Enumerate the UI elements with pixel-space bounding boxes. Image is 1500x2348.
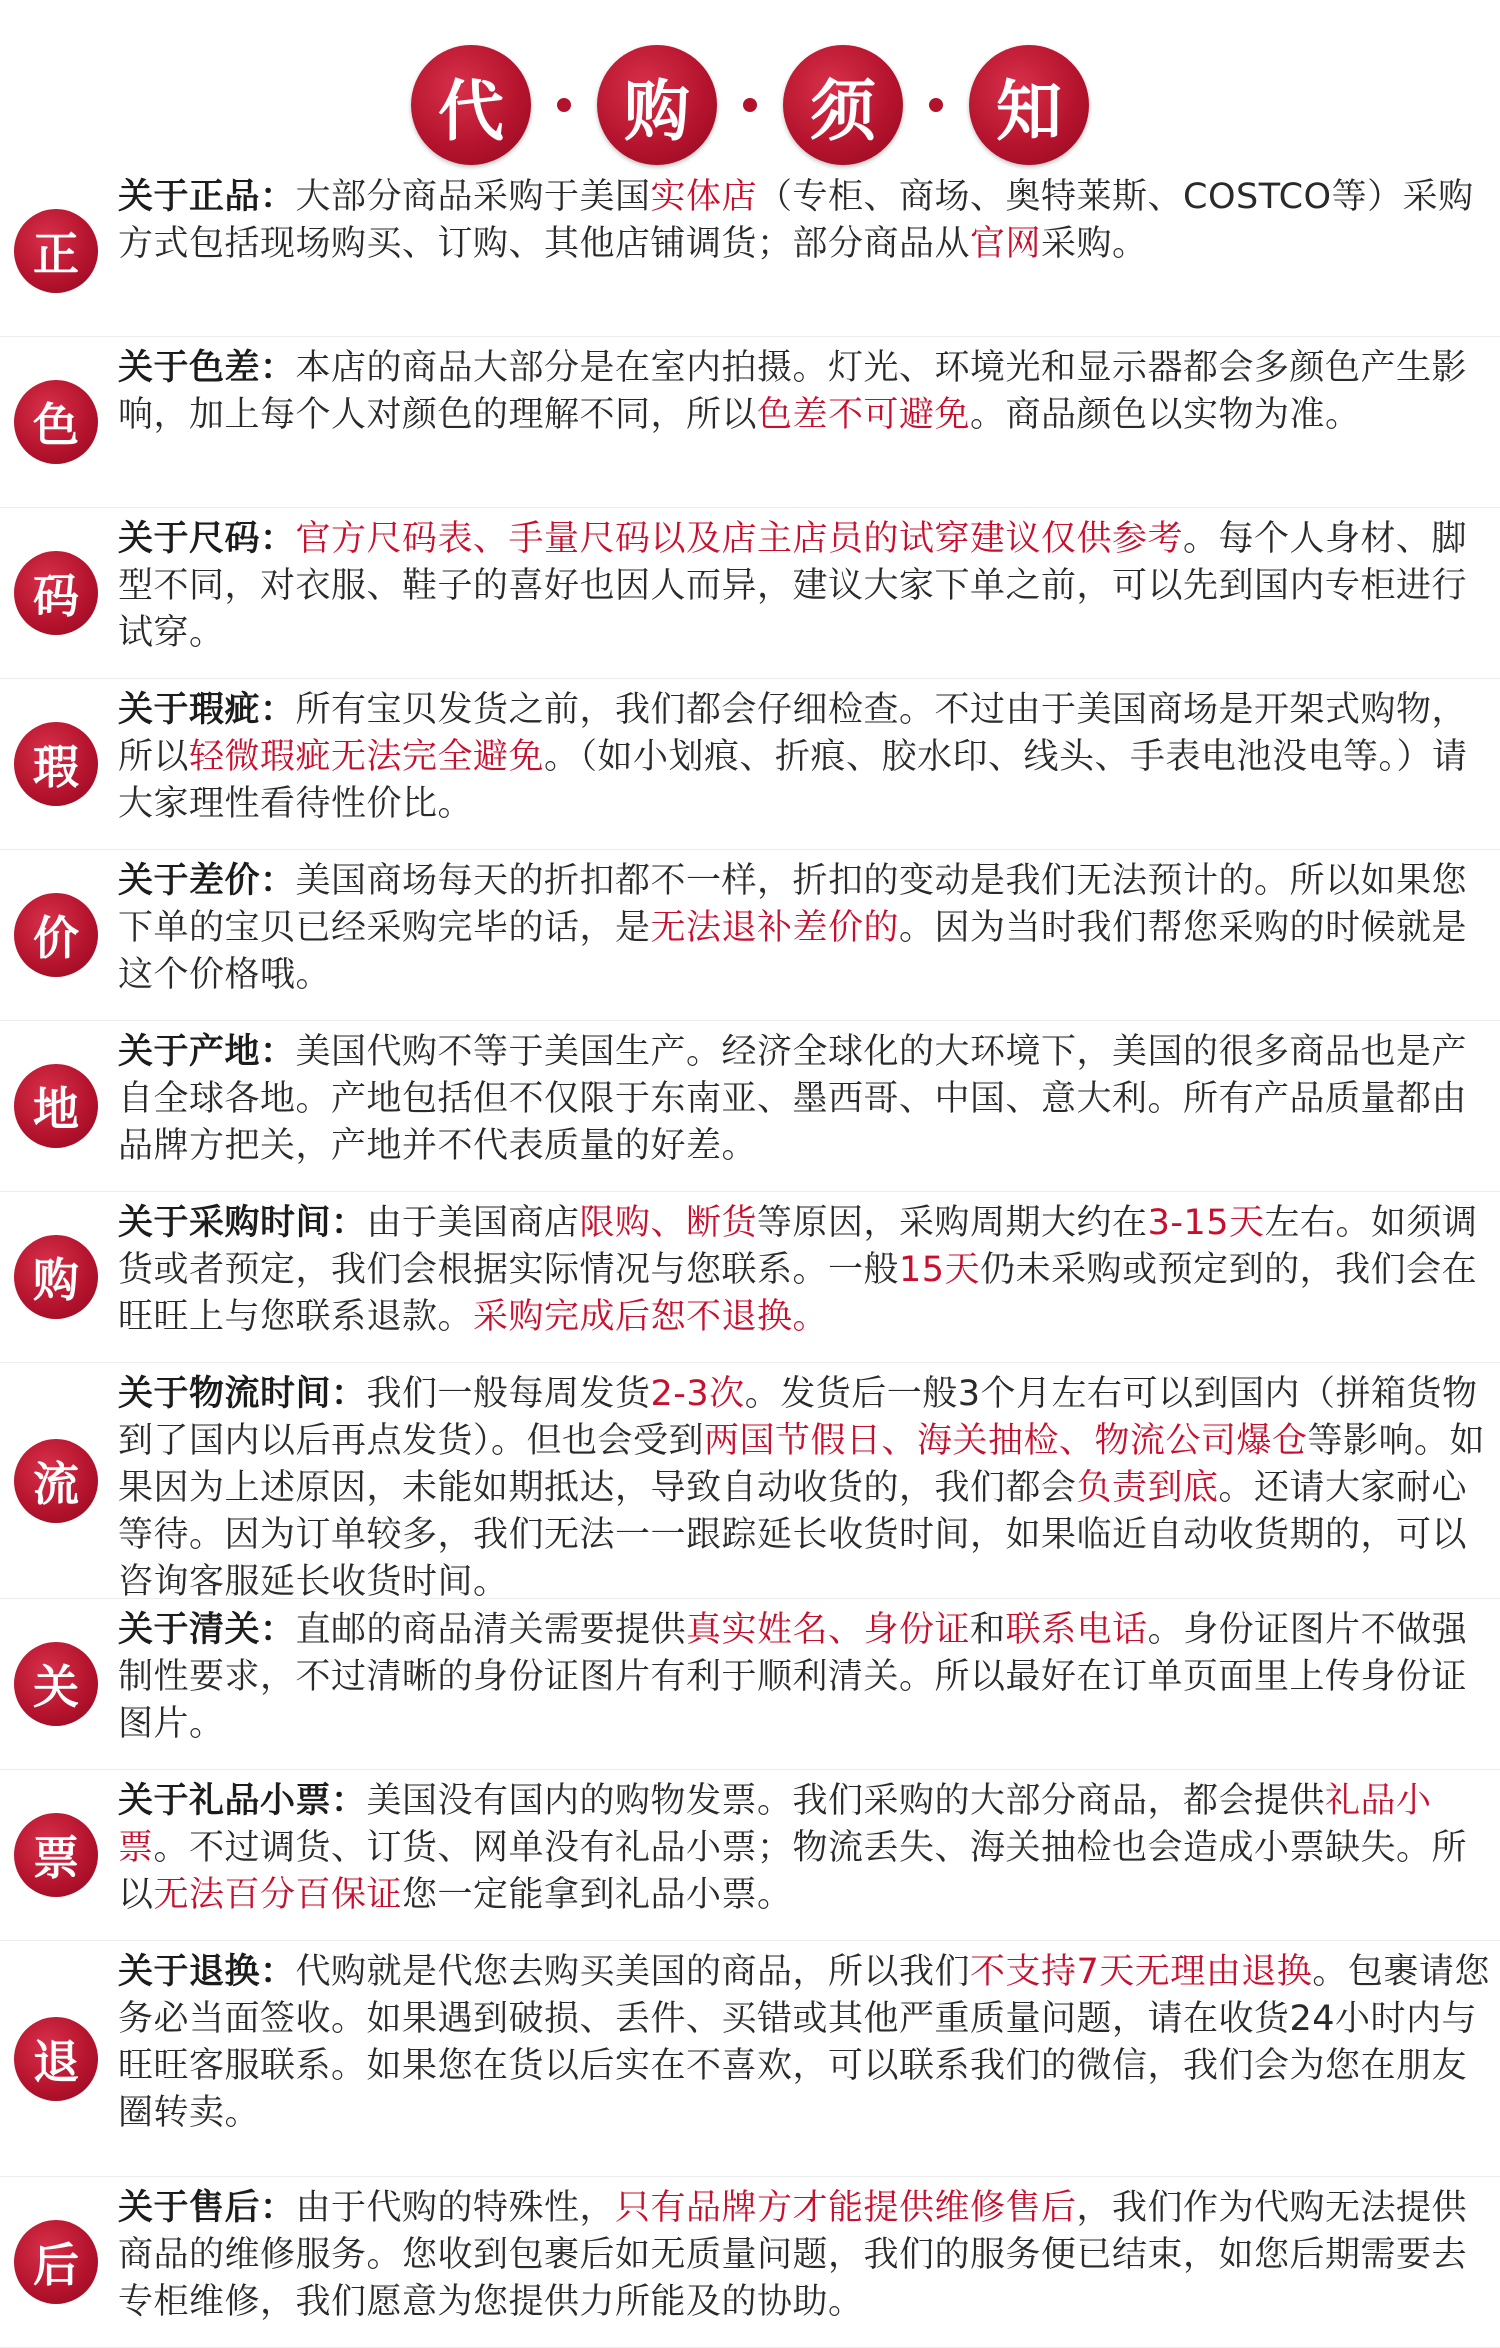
highlight-text: 礼品小票 (118, 1781, 1432, 1868)
section-heading: 关于差价： (118, 861, 296, 901)
notice-section (0, 1363, 1500, 1602)
section-badge: 购 (14, 1235, 98, 1319)
section-text (118, 174, 1490, 268)
section-text (118, 1029, 1490, 1170)
title-char: 购 (597, 45, 717, 165)
highlight-text: 限购、断货 (579, 1203, 758, 1243)
highlight-text: 不支持7天无理由退换 (970, 1952, 1313, 1992)
body-text: 所有宝贝发货之前，我们都会仔细检查。不过由于美国商场是开架式购物，所以 (118, 690, 1468, 777)
body-text: 等原因，采购周期大约在 (757, 1203, 1148, 1243)
highlight-text: 2-3次 (650, 1374, 745, 1414)
highlight-text: 无法百分百保证 (153, 1875, 403, 1915)
section-badge: 色 (14, 380, 98, 464)
highlight-text: 实体店 (650, 177, 758, 217)
section-badge: 码 (14, 551, 98, 635)
body-text: 左右。如须调货或者预定，我们会根据实际情况与您联系。一般 (118, 1203, 1478, 1290)
highlight-text: 15天 (899, 1250, 981, 1290)
section-heading: 关于退换： (118, 1952, 296, 1992)
section-text (118, 858, 1490, 999)
highlight-text: 色差不可避免 (757, 395, 971, 435)
notice-section (0, 1192, 1500, 1363)
section-text (118, 345, 1490, 439)
body-text: 大部分商品采购于美国 (295, 177, 651, 217)
body-text: 美国没有国内的购物发票。我们采购的大部分商品，都会提供 (366, 1781, 1326, 1821)
section-badge: 关 (14, 1642, 98, 1726)
body-text: 等影响。如果因为上述原因，未能如期抵达，导致自动收货的，我们都会 (118, 1421, 1486, 1508)
section-heading: 关于产地： (118, 1032, 296, 1072)
section-text (118, 1778, 1490, 1919)
notice-section (0, 850, 1500, 1021)
section-heading: 关于物流时间： (118, 1374, 367, 1414)
body-text: 。不过调货、订货、网单没有礼品小票；物流丢失、海关抽检也会造成小票缺失。所以 (118, 1828, 1468, 1915)
notice-section (0, 2177, 1500, 2348)
section-badge: 退 (14, 2017, 98, 2101)
body-text: （专柜、商场、奥特莱斯、COSTCO等）采购方式包括现场购买、订购、其他店铺调货；部分商品从 (118, 177, 1474, 264)
section-badge: 价 (14, 893, 98, 977)
body-text: 。因为当时我们帮您采购的时候就是这个价格哦。 (118, 908, 1468, 995)
section-heading: 关于售后： (118, 2188, 296, 2228)
body-text: 我们一般每周发货 (366, 1374, 651, 1414)
notice-section (0, 337, 1500, 508)
body-text: 您一定能拿到礼品小票。 (402, 1875, 793, 1915)
title-char: 代 (411, 45, 531, 165)
highlight-text: 官方尺码表、手量尺码以及店主店员的试穿建议仅供参考 (295, 519, 1184, 559)
section-text (118, 1200, 1490, 1341)
body-text: 本店的商品大部分是在室内拍摄。灯光、环境光和显示器都会多颜色产生影响，加上每个人对颜色的理解不同，所以 (118, 348, 1468, 435)
title-char: 须 (783, 45, 903, 165)
section-heading: 关于礼品小票： (118, 1781, 367, 1821)
body-text: 由于代购的特殊性， (295, 2188, 616, 2228)
section-text (118, 1607, 1490, 1748)
body-text: 代购就是代您去购买美国的商品，所以我们 (295, 1952, 971, 1992)
notice-section (0, 166, 1500, 337)
body-text: 美国代购不等于美国生产。经济全球化的大环境下，美国的很多商品也是产自全球各地。产地包括但不仅限于东南亚、墨西哥、中国、意大利。所有产品质量都由品牌方把关，产地并不代表质量的好差。 (118, 1032, 1468, 1166)
highlight-text: 官网 (970, 224, 1042, 264)
section-badge: 票 (14, 1813, 98, 1897)
section-text (118, 1371, 1490, 1606)
body-text: 和 (970, 1610, 1006, 1650)
section-text (118, 687, 1490, 828)
section-heading: 关于正品： (118, 177, 296, 217)
body-text: 美国商场每天的折扣都不一样，折扣的变动是我们无法预计的。所以如果您下单的宝贝已经采购完毕的话，是 (118, 861, 1468, 948)
section-text (118, 516, 1490, 657)
section-heading: 关于尺码： (118, 519, 296, 559)
section-badge: 流 (14, 1439, 98, 1523)
highlight-text: 真实姓名、身份证 (686, 1610, 971, 1650)
highlight-text: 联系电话 (1005, 1610, 1148, 1650)
body-text: 。商品颜色以实物为准。 (970, 395, 1361, 435)
highlight-text: 轻微瑕疵无法完全避免 (189, 737, 545, 777)
notice-section (0, 679, 1500, 850)
section-heading: 关于瑕疵： (118, 690, 296, 730)
highlight-text: 3-15天 (1147, 1203, 1265, 1243)
body-text: 。还请大家耐心等待。因为订单较多，我们无法一一跟踪延长收货时间，如果临近自动收货期的，可以咨询客服延长收货时间。 (118, 1468, 1468, 1602)
page-title (0, 30, 1500, 180)
section-heading: 关于色差： (118, 348, 296, 388)
highlight-text: 只有品牌方才能提供维修售后 (615, 2188, 1077, 2228)
highlight-text: 负责到底 (1076, 1468, 1219, 1508)
body-text: 直邮的商品清关需要提供 (295, 1610, 687, 1650)
title-separator-dot (929, 98, 943, 112)
body-text: ，我们作为代购无法提供商品的维修服务。您收到包裹后如无质量问题，我们的服务便已结束，如您后期需要去专柜维修，我们愿意为您提供力所能及的协助。 (118, 2188, 1468, 2322)
body-text: 仍未采购或预定到的，我们会在旺旺上与您联系退款。 (118, 1250, 1478, 1337)
section-badge: 瑕 (14, 722, 98, 806)
notice-section (0, 1770, 1500, 1941)
body-text: 。（如小划痕、折痕、胶水印、线头、手表电池没电等。）请大家理性看待性价比。 (118, 737, 1468, 824)
notice-section (0, 1941, 1500, 2177)
title-separator-dot (557, 98, 571, 112)
title-char: 知 (969, 45, 1089, 165)
highlight-text: 无法退补差价的 (650, 908, 900, 948)
body-text: 。包裹请您务必当面签收。如果遇到破损、丢件、买错或其他严重质量问题，请在收货24小时内与旺旺客服联系。如果您在货以后实在不喜欢，可以联系我们的微信，我们会为您在朋友圈转卖。 (118, 1952, 1490, 2133)
section-text (118, 2185, 1490, 2326)
body-text: 。发货后一般3个月左右可以到国内（拼箱货物到了国内以后再点发货）。但也会受到 (118, 1374, 1478, 1461)
notice-section (0, 1021, 1500, 1192)
body-text: 采购。 (1041, 224, 1148, 264)
section-badge: 地 (14, 1064, 98, 1148)
body-text: 由于美国商店 (366, 1203, 580, 1243)
section-badge: 后 (14, 2220, 98, 2304)
section-heading: 关于清关： (118, 1610, 296, 1650)
section-badge: 正 (14, 209, 98, 293)
highlight-text: 采购完成后恕不退换。 (473, 1297, 829, 1337)
section-heading: 关于采购时间： (118, 1203, 367, 1243)
title-separator-dot (743, 98, 757, 112)
body-text: 。每个人身材、脚型不同，对衣服、鞋子的喜好也因人而异，建议大家下单之前，可以先到国内专柜进行试穿。 (118, 519, 1468, 653)
body-text: 。身份证图片不做强制性要求，不过清晰的身份证图片有利于顺利清关。所以最好在订单页面里上传身份证图片。 (118, 1610, 1468, 1744)
notice-section (0, 508, 1500, 679)
highlight-text: 两国节假日、海关抽检、物流公司爆仓 (704, 1421, 1308, 1461)
notice-list (0, 166, 1500, 2348)
notice-section (0, 1599, 1500, 1770)
section-text (118, 1949, 1490, 2137)
